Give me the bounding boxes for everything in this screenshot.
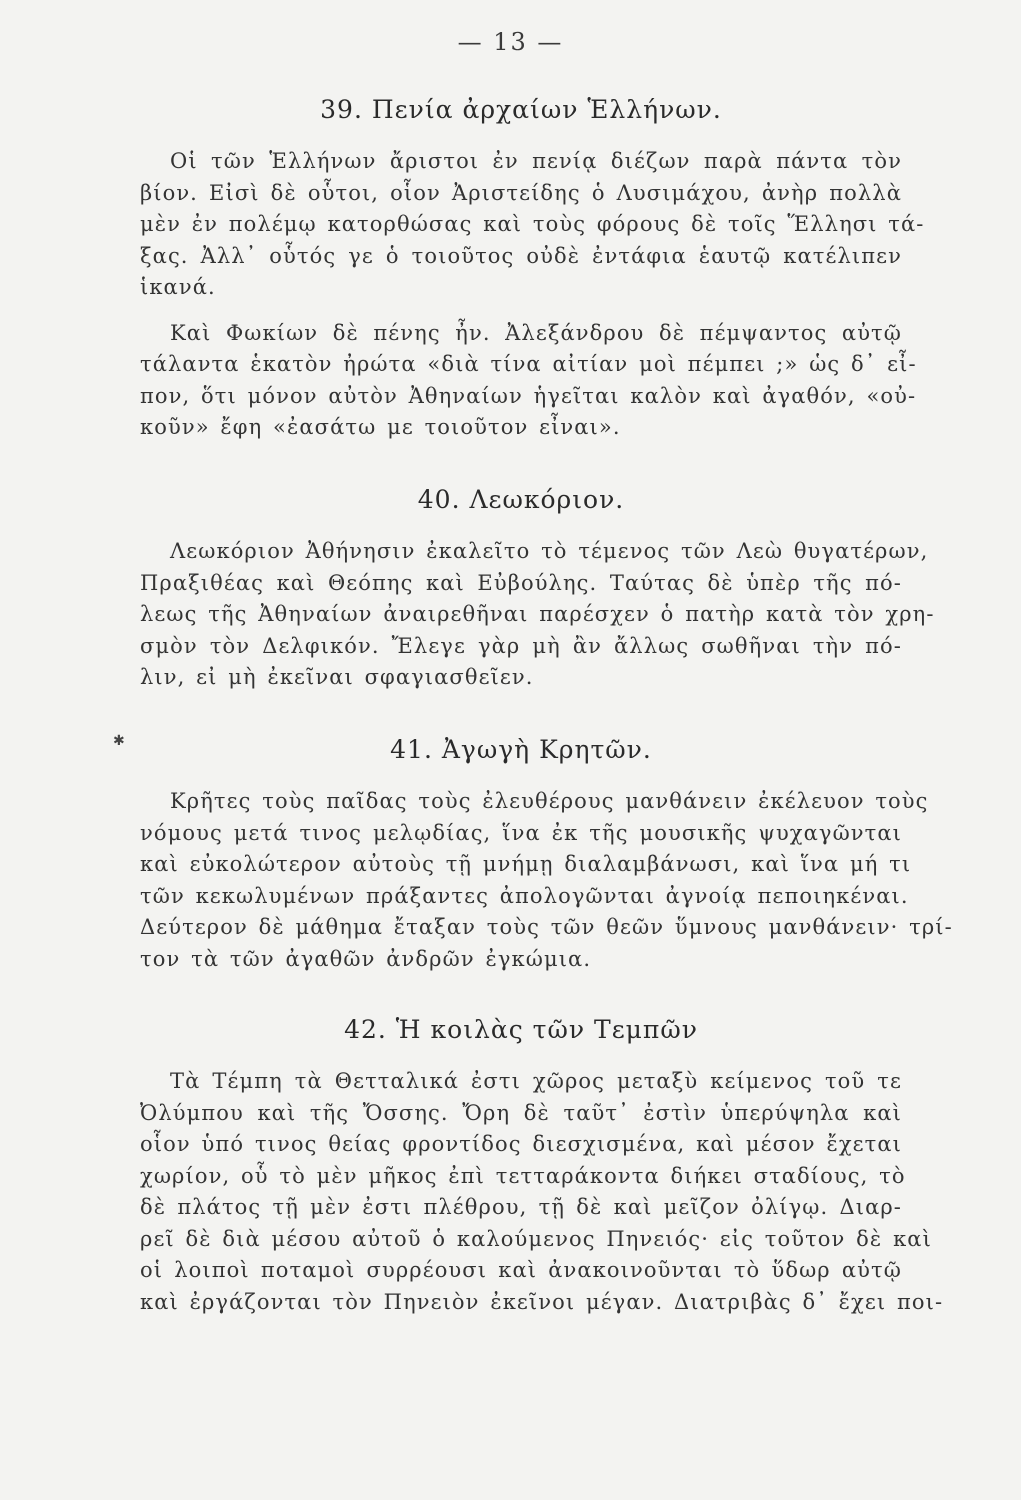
section-title: 41. Ἀγωγὴ Κρητῶν. xyxy=(390,735,652,764)
text-line: Οἱ τῶν Ἑλλήνων ἄριστοι ἐν πενίᾳ διέζων παρὰ πάντα τὸν xyxy=(170,149,902,173)
paragraph xyxy=(140,146,925,304)
section-40 xyxy=(140,485,935,694)
text-line: οἷον ὑπό τινος θείας φροντίδος διεσχισμένα, καὶ μέσον ἔχεται xyxy=(140,1132,902,1156)
text-line: οἱ λοιποὶ ποταμοὶ συρρέουσι καὶ ἀνακοινοῦνται τὸ ὕδωρ αὐτῷ xyxy=(140,1258,902,1282)
text-line: Πραξιθέας καὶ Θεόπης καὶ Εὐβούλης. Ταύτας δὲ ὑπὲρ τῆς πό- xyxy=(140,570,902,595)
section-42 xyxy=(140,1015,944,1318)
text-line: νόμους μετά τινος μελῳδίας, ἵνα ἐκ τῆς μουσικῆς ψυχαγῶνται xyxy=(140,820,902,845)
text-line: λεως τῆς Ἀθηναίων ἀναιρεθῆναι παρέσχεν ὁ πατὴρ κατὰ τὸν χρη- xyxy=(140,602,935,626)
text-line: σμὸν τὸν Δελφικόν. Ἔλεγε γὰρ μὴ ἂν ἄλλως σωθῆναι τὴν πό- xyxy=(140,633,902,658)
section-title: 39. Πενία ἀρχαίων Ἑλλήνων. xyxy=(320,95,722,124)
paragraph xyxy=(140,536,935,694)
text-line: μὲν ἐν πολέμῳ κατορθώσας καὶ τοὺς φόρους δὲ τοῖς Ἕλλησι τά- xyxy=(140,212,925,236)
text-line: τον τὰ τῶν ἀγαθῶν ἀνδρῶν ἐγκώμια. xyxy=(140,946,592,971)
text-line: χωρίον, οὗ τὸ μὲν μῆκος ἐπὶ τετταράκοντα διήκει σταδίους, τὸ xyxy=(140,1163,906,1188)
paragraph xyxy=(140,318,917,444)
text-line: πον, ὅτι μόνον αὐτὸν Ἀθηναίων ἡγεῖται καλὸν καὶ ἀγαθόν, «οὐ- xyxy=(140,383,917,408)
text-line: Δεύτερον δὲ μάθημα ἔταξαν τοὺς τῶν θεῶν ὕμνους μανθάνειν· τρί- xyxy=(140,915,953,939)
text-line: ρεῖ δὲ διὰ μέσου αὐτοῦ ὁ καλούμενος Πηνειός· εἰς τοῦτον δὲ καὶ xyxy=(140,1226,932,1251)
text-line: ξας. Ἀλλ᾽ οὗτός γε ὁ τοιοῦτος οὐδὲ ἐντάφια ἑαυτῷ κατέλιπεν xyxy=(140,243,902,268)
text-line: καὶ ἐργάζονται τὸν Πηνειὸν ἐκεῖνοι μέγαν. Διατριβὰς δ᾽ ἔχει ποι- xyxy=(140,1289,944,1314)
text-line: βίον. Εἰσὶ δὲ οὗτοι, οἷον Ἀριστείδης ὁ Λυσιμάχου, ἀνὴρ πολλὰ xyxy=(140,180,902,205)
text-line: δὲ πλάτος τῇ μὲν ἐστι πλέθρου, τῇ δὲ καὶ μεῖζον ὀλίγῳ. Διαρ- xyxy=(140,1195,902,1219)
text-line: Τὰ Τέμπη τὰ Θετταλικά ἐστι χῶρος μεταξὺ κείμενος τοῦ τε xyxy=(170,1069,902,1093)
text-line: κοῦν» ἔφη «ἐασάτω με τοιοῦτον εἶναι». xyxy=(140,415,621,439)
section-title: 42. Ἡ κοιλὰς τῶν Τεμπῶν xyxy=(344,1015,698,1044)
text-line: Κρῆτες τοὺς παῖδας τοὺς ἐλευθέρους μανθάνειν ἐκέλευον τοὺς xyxy=(170,789,929,813)
text-line: τάλαντα ἑκατὸν ἠρώτα «διὰ τίνα αἰτίαν μοὶ πέμπει ;» ὡς δ᾽ εἶ- xyxy=(140,352,917,376)
text-line: λιν, εἰ μὴ ἐκεῖναι σφαγιασθεῖεν. xyxy=(140,665,534,689)
print-speck: ✱ xyxy=(113,733,125,749)
paragraph xyxy=(140,786,953,975)
section-39 xyxy=(140,95,925,444)
text-line: τῶν κεκωλυμένων πράξαντες ἀπολογῶνται ἀγνοίᾳ πεποιηκέναι. xyxy=(140,883,909,908)
text-line: Καὶ Φωκίων δὲ πένης ἦν. Ἀλεξάνδρου δὲ πέμψαντος αὐτῷ xyxy=(170,320,902,345)
text-line: Ὀλύμπου καὶ τῆς Ὄσσης. Ὄρη δὲ ταῦτ᾽ ἐστὶν ὑπερύψηλα καὶ xyxy=(140,1100,902,1125)
text-line: καὶ εὐκολώτερον αὐτοὺς τῇ μνήμῃ διαλαμβάνωσι, καὶ ἵνα μή τι xyxy=(140,852,912,876)
section-41 xyxy=(140,735,953,975)
text-line: Λεωκόριον Ἀθήνησιν ἐκαλεῖτο τὸ τέμενος τῶν Λεὼ θυγατέρων, xyxy=(170,539,929,563)
paragraph xyxy=(140,1066,944,1318)
text-line: ἱκανά. xyxy=(140,275,216,299)
page-number: — 13 — xyxy=(457,28,564,56)
section-title: 40. Λεωκόριον. xyxy=(417,485,625,514)
